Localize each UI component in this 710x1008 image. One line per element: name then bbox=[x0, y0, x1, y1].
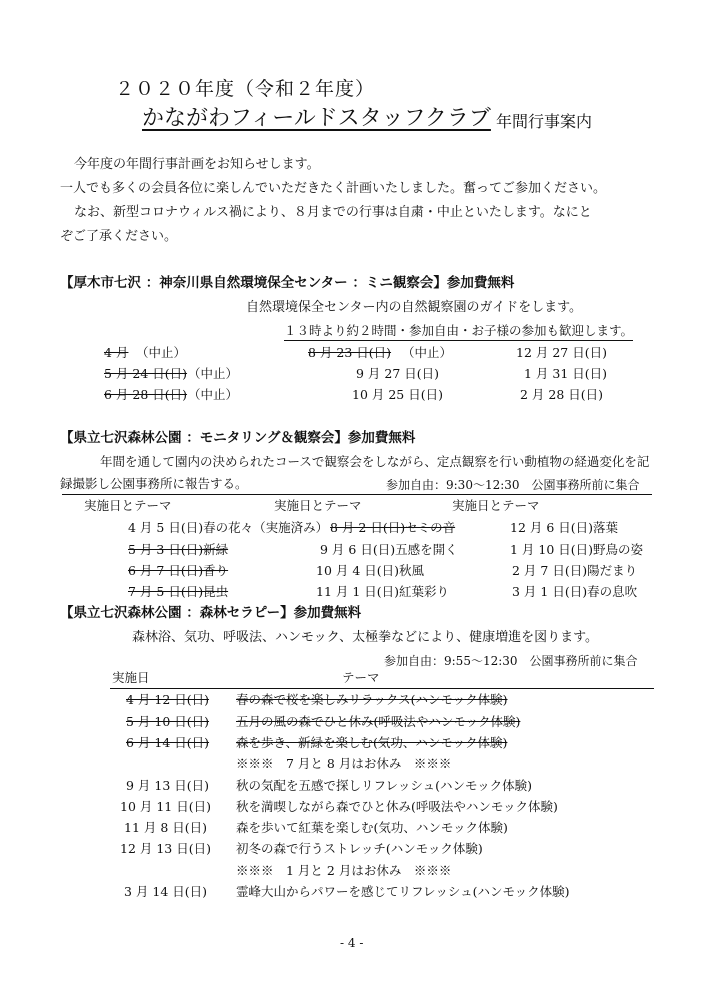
section1-desc: 自然環境保全センター内の自然観察園のガイドをします。 bbox=[246, 300, 583, 315]
s3-row5-date: 9 月 13 日(日) bbox=[126, 778, 210, 793]
s3-row6-theme: 秋を満喫しながら森でひと休み(呼吸法やハンモック体験) bbox=[236, 799, 558, 814]
s3-row3-theme: 森を歩き、新緑を楽しむ(気功、ハンモック体験) bbox=[236, 735, 508, 750]
s1-row1-c1: 4 月 bbox=[104, 345, 129, 360]
s3-row10-theme: 霊峰大山からパワーを感じてリフレッシュ(ハンモック体験) bbox=[236, 884, 570, 899]
s1-row2-c2: （中止） bbox=[188, 366, 239, 381]
intro-line-2: 一人でも多くの会員各位に楽しんでいただきたく計画いたしました。奮ってご参加ください。 bbox=[60, 181, 607, 196]
s2-row1-c2: 8 月 2 日(日)セミの音 bbox=[330, 520, 456, 535]
s1-row1-c4: （中止） bbox=[402, 345, 453, 360]
s1-row2-c1: 5 月 24 日(日) bbox=[104, 366, 188, 381]
s1-row3-c5: 2 月 28 日(日) bbox=[520, 387, 604, 402]
section1-heading: 【厚木市七沢 ：神奈川県自然環境保全センター ：ミニ観察会】参加費無料 bbox=[60, 275, 515, 291]
section3-desc: 森林浴、気功、呼吸法、ハンモック、太極拳などにより、健康増進を図ります。 bbox=[132, 630, 599, 645]
section2-meeting: 参加自由：9:30～12:30 公園事務所前に集合 bbox=[386, 478, 640, 492]
s3-row1-date: 4 月 12 日(日) bbox=[126, 692, 210, 707]
s2-row1-c1: 4 月 5 日(日)春の花々（実施済み） bbox=[128, 520, 329, 535]
s3-row3-date: 6 月 14 日(日) bbox=[126, 735, 210, 750]
s3-row9-theme: ※※※ 1 月と 2 月はお休み ※※※ bbox=[236, 863, 452, 878]
section3-divider bbox=[110, 688, 654, 689]
s3-row8-theme: 初冬の森で行うストレッチ(ハンモック体験) bbox=[236, 841, 483, 856]
title-suffix: 年間行事案内 bbox=[496, 112, 593, 131]
section1-note: １３時より約２時間・参加自由・お子様の参加も歓迎します。 bbox=[284, 325, 633, 341]
s2-row3-c3: 2 月 7 日(日)陽だまり bbox=[512, 563, 638, 578]
s3-row8-date: 12 月 13 日(日) bbox=[120, 841, 211, 856]
s2-header-1: 実施日とテーマ bbox=[84, 498, 172, 513]
s2-row2-c2: 9 月 6 日(日)五感を開く bbox=[320, 542, 458, 557]
section2-divider bbox=[62, 494, 652, 495]
s2-row3-c2: 10 月 4 日(日)秋風 bbox=[316, 563, 425, 578]
s1-row1-c3: 8 月 23 日(日) bbox=[308, 345, 392, 360]
s3-row7-date: 11 月 8 日(日) bbox=[124, 820, 208, 835]
s1-row3-c2: （中止） bbox=[188, 387, 239, 402]
s2-row4-c1: 7 月 5 日(日)昆虫 bbox=[128, 584, 229, 599]
s3-header-date: 実施日 bbox=[112, 670, 150, 685]
s1-row1-c5: 12 月 27 日(日) bbox=[516, 345, 607, 360]
section3-meeting: 参加自由：9:55～12:30 公園事務所前に集合 bbox=[384, 654, 638, 668]
title-year: ２０２０年度（令和２年度） bbox=[115, 78, 376, 100]
s2-header-3: 実施日とテーマ bbox=[452, 498, 540, 513]
s1-row3-c3: 10 月 25 日(日) bbox=[352, 387, 443, 402]
section2-desc-1: 年間を通して園内の決められたコースで観察会をしながら、定点観察を行い動植物の経過変化を記 bbox=[100, 454, 650, 469]
s2-row2-c1: 5 月 3 日(日)新緑 bbox=[128, 542, 229, 557]
s3-row6-date: 10 月 11 日(日) bbox=[120, 799, 211, 814]
title-main: かながわフィールドスタッフクラブ bbox=[142, 106, 491, 131]
s1-row2-c5: 1 月 31 日(日) bbox=[524, 366, 608, 381]
s2-row3-c1: 6 月 7 日(日)香り bbox=[128, 563, 229, 578]
section2-desc-2: 録撮影し公園事務所に報告する。 bbox=[60, 476, 248, 491]
intro-line-1: 今年度の年間行事計画をお知らせします。 bbox=[74, 157, 320, 172]
intro-line-4: ぞご了承ください。 bbox=[60, 229, 178, 244]
s2-row2-c3: 1 月 10 日(日)野鳥の姿 bbox=[510, 542, 644, 557]
s2-header-2: 実施日とテーマ bbox=[274, 498, 362, 513]
section3-heading: 【県立七沢森林公園 ：森林セラピー】参加費無料 bbox=[60, 605, 362, 621]
s3-row1-theme: 春の森で桜を楽しみリラックス(ハンモック体験) bbox=[236, 692, 508, 707]
s3-row4-theme: ※※※ 7 月と 8 月はお休み ※※※ bbox=[236, 756, 452, 771]
s3-header-theme: テーマ bbox=[342, 670, 380, 685]
s1-row1-c2: （中止） bbox=[136, 345, 187, 360]
s3-row2-theme: 五月の風の森でひと休み(呼吸法やハンモック体験) bbox=[236, 714, 521, 729]
s2-row4-c3: 3 月 1 日(日)春の息吹 bbox=[512, 584, 638, 599]
s3-row7-theme: 森を歩いて紅葉を楽しむ(気功、ハンモック体験) bbox=[236, 820, 508, 835]
s3-row10-date: 3 月 14 日(日) bbox=[124, 884, 208, 899]
intro-line-3: なお、新型コロナウィルス禍により、８月までの行事は自粛・中止といたします。なにと bbox=[74, 205, 592, 220]
s2-row1-c3: 12 月 6 日(日)落葉 bbox=[510, 520, 619, 535]
s3-row5-theme: 秋の気配を五感で探しリフレッシュ(ハンモック体験) bbox=[236, 778, 533, 793]
page-number: - 4 - bbox=[340, 936, 364, 950]
s3-row2-date: 5 月 10 日(日) bbox=[126, 714, 210, 729]
s1-row2-c3: 9 月 27 日(日) bbox=[356, 366, 440, 381]
section2-heading: 【県立七沢森林公園 ：モニタリング＆観察会】参加費無料 bbox=[60, 430, 416, 446]
s1-row3-c1: 6 月 28 日(日) bbox=[104, 387, 188, 402]
s2-row4-c2: 11 月 1 日(日)紅葉彩り bbox=[316, 584, 450, 599]
